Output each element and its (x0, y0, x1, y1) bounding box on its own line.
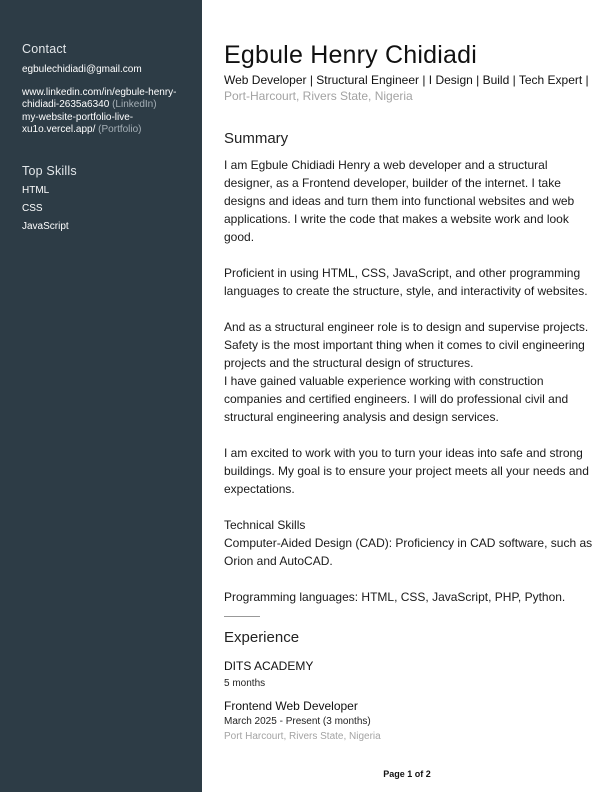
experience-heading: Experience (224, 629, 300, 646)
job-dates: March 2025 - Present (3 months) (224, 716, 371, 727)
linkedin-url-line2: chidiadi-2635a6340 (22, 99, 110, 110)
skill-item: JavaScript (22, 220, 69, 232)
section-divider (224, 616, 260, 617)
company-name: DITS ACADEMY (224, 659, 314, 673)
summary-paragraph: I am excited to work with you to turn your ideas into safe and strong buildings. My goal is to ensure your project meets all your needs and expectations. (224, 446, 589, 496)
linkedin-url-line1: www.linkedin.com/in/egbule-henry- (22, 86, 177, 98)
job-location: Port Harcourt, Rivers State, Nigeria (224, 731, 381, 742)
email-link[interactable]: egbulechidiadi@gmail.com (22, 64, 142, 75)
profile-headline: Web Developer | Structural Engineer | I Design | Build | Tech Expert | (224, 73, 589, 87)
portfolio-label: (Portfolio) (98, 124, 142, 135)
contact-heading: Contact (22, 42, 67, 56)
job-title: Frontend Web Developer (224, 699, 358, 713)
sidebar (0, 0, 202, 792)
summary-paragraph: I have gained valuable experience working with construction companies and certified engineers. I will do professional civil and structural engineering analysis and design services. (224, 374, 569, 424)
summary-paragraph: Proficient in using HTML, CSS, JavaScript, and other programming languages to create the structure, style, and interactivity of websites. (224, 266, 588, 298)
linkedin-link[interactable] (22, 87, 194, 112)
skill-item: CSS (22, 202, 43, 214)
top-skills-heading: Top Skills (22, 163, 77, 178)
technical-skills-label: Technical Skills (224, 518, 306, 532)
main-content (224, 40, 596, 743)
summary-paragraph: Computer-Aided Design (CAD): Proficiency in CAD software, such as Orion and AutoCAD. (224, 536, 593, 568)
skills-list (22, 182, 194, 236)
portfolio-url-line1: my-website-portfolio-live- (22, 111, 134, 123)
summary-paragraph: Programming languages: HTML, CSS, JavaScript, PHP, Python. (224, 590, 566, 604)
page-number-text: Page 1 of 2 (383, 769, 431, 779)
linkedin-label: (LinkedIn) (112, 99, 157, 110)
summary-paragraph: And as a structural engineer role is to design and supervise projects. Safety is the most important thing when it comes to civil engineering projects and the structural design of structures. (224, 320, 589, 370)
page-number (202, 769, 612, 779)
company-duration: 5 months (224, 678, 266, 689)
profile-location: Port-Harcourt, Rivers State, Nigeria (224, 89, 413, 103)
skill-item: HTML (22, 184, 50, 196)
summary-body (224, 156, 596, 606)
profile-name: Egbule Henry Chidiadi (224, 41, 477, 69)
portfolio-link[interactable] (22, 112, 194, 137)
summary-heading: Summary (224, 130, 289, 147)
summary-paragraph: I am Egbule Chidiadi Henry a web developer and a structural designer, as a Frontend developer, builder of the internet. I take designs and ideas and turn them into functional websites and web applications. I write the code that makes a website work and look good. (224, 158, 575, 244)
portfolio-url-line2: xu1o.vercel.app/ (22, 124, 96, 135)
